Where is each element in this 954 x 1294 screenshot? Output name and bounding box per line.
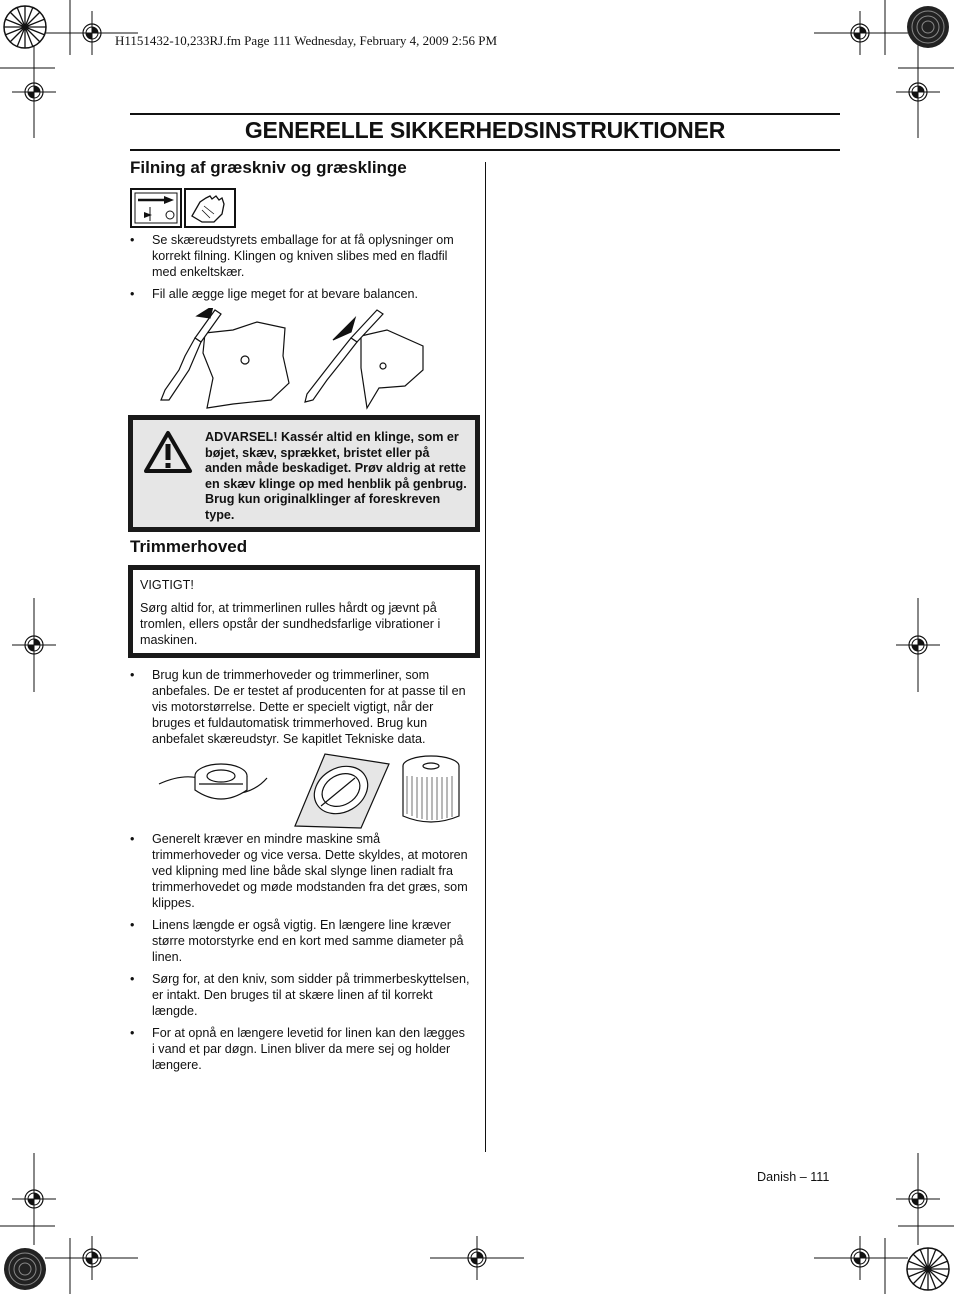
protective-gloves-icon xyxy=(185,189,235,227)
title-rule-top xyxy=(130,113,840,115)
list-item: • Se skæreudstyrets emballage for at få oplysninger om korrekt filning. Klingen og kniven slibes med en fladfil med enkeltskær. xyxy=(130,232,470,280)
trimmer-bullet-list-b xyxy=(130,831,470,1079)
list-item: • Generelt kræver en mindre maskine små trimmerhoveder og vice versa. Dette skyldes, at motoren ved klipning med line både skal slynge linen radialt fra trimmerhovedet og møde modstanden fra det græs, som klippes. xyxy=(130,831,470,911)
note-text: Sørg altid for, at trimmerlinen rulles hårdt og jævnt på tromlen, ellers opstår der sundhedsfarlige vibrationer i maskinen. xyxy=(140,601,441,647)
pictogram-row xyxy=(130,188,236,228)
section-heading-trimmer-head: Trimmerhoved xyxy=(130,537,248,556)
warning-box xyxy=(128,415,480,532)
list-item: • For at opnå en længere levetid for linen kan den lægges i vand et par døgn. Linen bliver da mere sej og holder længere. xyxy=(130,1025,470,1073)
important-note-box xyxy=(128,565,480,658)
warning-triangle-icon xyxy=(143,430,193,474)
list-item: • Linens længde er også vigtig. En længere line kræver større motorstyrke end en kort med samme diameter på linen. xyxy=(130,917,470,965)
trimmer-bullet-list-a xyxy=(130,667,470,753)
column-divider xyxy=(485,162,486,1152)
list-item: • Fil alle ægge lige meget for at bevare balancen. xyxy=(130,286,470,302)
warning-text: ADVARSEL! Kassér altid en klinge, som er bøjet, skæv, sprækket, bristet eller på anden måde beskadiget. Prøv aldrig at rette en skæv klinge op med henblik på genbrug. Brug kun originalklinger af foreskreven type. xyxy=(205,430,467,522)
list-item: • Sørg for, at den kniv, som sidder på trimmerbeskyttelsen, er intakt. Den bruges til at skære linen af til korrekt længde. xyxy=(130,971,470,1019)
page-footer: Danish – 111 xyxy=(757,1170,830,1184)
page-title: GENERELLE SIKKERHEDSINSTRUKTIONER xyxy=(244,117,726,143)
filing-illustration xyxy=(155,308,455,414)
read-manual-icon xyxy=(131,189,181,227)
list-item: • Brug kun de trimmerhoveder og trimmerliner, som anbefales. De er testet af producenten for at passe til en vis motorstørrelse. Dette er specielt vigtigt, når der bruges et fuldautomatisk trimmerhoved. Brug kun anbefalet skæreudstyr. Se kapitlet Tekniske data. xyxy=(130,667,470,747)
note-title: VIGTIGT! xyxy=(140,578,194,592)
print-header: H1151432-10,233RJ.fm Page 111 Wednesday, February 4, 2009 2:56 PM xyxy=(115,33,498,48)
trimmer-parts-illustration xyxy=(155,750,467,830)
title-rule-bottom xyxy=(130,149,840,151)
section-heading-filing: Filning af græskniv og græsklinge xyxy=(130,158,407,177)
filing-bullet-list xyxy=(130,232,470,308)
